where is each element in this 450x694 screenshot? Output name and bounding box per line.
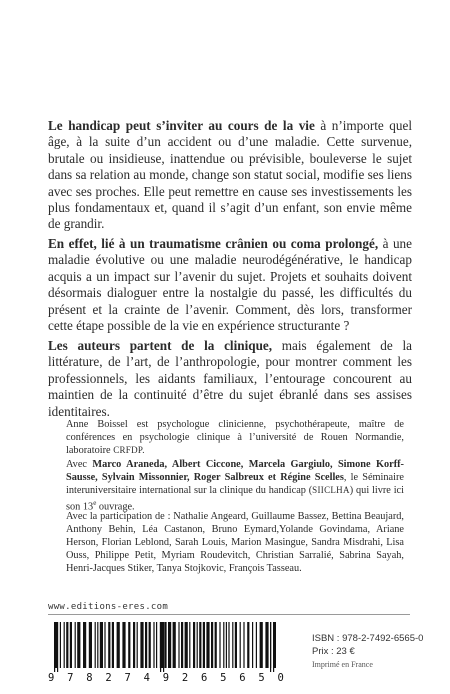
barcode-bar	[223, 622, 224, 668]
blurb-text-3: mais également de la littérature, de l’art, de l’anthropologie, pour montrer comment les professionnels, les aidants familiaux, l’entourage concourent au maintien de la continuité d’être du sujet ébranlé dans ses assises identitaires.	[48, 338, 412, 419]
barcode-bar	[226, 622, 227, 668]
coauthors-text-3: ouvrage.	[96, 501, 135, 513]
publisher-website: www.editions-eres.com	[48, 602, 169, 612]
barcode-bar	[60, 622, 61, 668]
printed-in: Imprimé en France	[312, 660, 373, 669]
lab-acronym: CRFDP.	[113, 445, 145, 455]
coauthors	[66, 458, 404, 513]
barcode-bar	[164, 622, 166, 668]
divider	[48, 614, 410, 615]
barcode-bar	[243, 622, 244, 668]
barcode-bars	[48, 622, 284, 672]
barcode-bar	[75, 622, 76, 668]
barcode-bar	[206, 622, 209, 668]
barcode-bar	[100, 622, 103, 668]
barcode-bar	[83, 622, 86, 668]
barcode-bar	[104, 622, 105, 668]
barcode-bar	[193, 622, 195, 668]
barcode-bar	[133, 622, 135, 668]
barcode-bar	[211, 622, 213, 668]
barcode-bar	[252, 622, 253, 668]
barcode-bar	[89, 622, 92, 668]
barcode-bar	[173, 622, 176, 668]
seminar-acronym: SIICLHA	[312, 485, 350, 495]
barcode-bar	[215, 622, 217, 668]
barcode-bar	[185, 622, 188, 668]
barcode-digit: 0	[277, 672, 284, 684]
barcode-digit: 5	[220, 672, 227, 684]
barcode-guard-bar	[160, 622, 161, 672]
barcode-bar	[219, 622, 220, 668]
author-bio-text: Anne Boissel est psychologue clinicienne, psychothérapeute, maître de conférences en psychologie clinique à l’université de Rouen Normandie, laboratoire	[66, 419, 404, 456]
barcode-digit: 6	[239, 672, 246, 684]
participation-text: Avec la participation de : Nathalie Angeard, Guillaume Bassez, Bettina Beaujard, Anthony Behin, Léa Castanon, Bruno Eymard,Yolande Govindama, Ariane Herson, Florian Leblond, Sarah Louis, Marion Masingue, Sandra Misdrahi, Lisa Ouss, Philippe Petit, Myriam Roudevitch, Christian Sarralié, Sabrina Sayah, Henri-Jacques Stiker, Tanya Stojkovic, François Tasseau.	[66, 511, 404, 574]
barcode-guard-bar	[273, 622, 274, 672]
barcode-bar	[228, 622, 229, 668]
barcode-digit: 8	[86, 672, 93, 684]
participation	[66, 510, 404, 575]
barcode-bar	[260, 622, 263, 668]
coauthors-text-2: ) qui livre ici son 13	[66, 485, 404, 513]
isbn-info	[312, 632, 423, 671]
barcode-bar	[247, 622, 249, 668]
coauthors-intro: Avec	[66, 459, 93, 470]
barcode-digit: 7	[67, 672, 74, 684]
barcode-bar	[95, 622, 96, 668]
coauthors-text-1: , le Séminaire interuniversitaire international sur la clinique du handicap (	[66, 472, 404, 496]
barcode-digit: 2	[181, 672, 189, 684]
barcode-bar	[97, 622, 98, 668]
barcode-bar	[189, 622, 190, 668]
isbn-barcode	[48, 622, 284, 682]
blurb-paragraph-2	[48, 236, 412, 334]
barcode-bar	[181, 622, 183, 668]
barcode-bar	[66, 622, 68, 668]
barcode-bar	[112, 622, 114, 668]
barcode-bar	[265, 622, 268, 668]
barcode-digit: 5	[258, 672, 265, 684]
coauthors-names: Marco Araneda, Albert Ciccone, Marcela Gargiulo, Simone Korff-Sausse, Sylvain Missonnier, Roger Salbreux et Régine Scelles	[66, 459, 404, 483]
barcode-digit: 9	[48, 672, 55, 684]
barcode-bar	[64, 622, 65, 668]
barcode-bar	[122, 622, 125, 668]
barcode-digit: 7	[124, 672, 131, 684]
barcode-guard-bar	[270, 622, 271, 672]
barcode-bar	[140, 622, 143, 668]
blurb-text-1: à n’importe quel âge, à la suite d’un accident ou d’une maladie. Cette survenue, brutale ou insidieuse, inattendue ou prévisible, bouleverse le sujet dans sa relation au monde, change son statut social, modifie ses liens avec ses proches. Elle peut remettre en cause ses investissements les plus fondamentaux et, quand il s’agit d’un enfant, son envie même de grandir.	[48, 118, 412, 232]
barcode-guard-bar	[57, 622, 58, 672]
barcode-bar	[153, 622, 154, 668]
isbn-number: ISBN : 978-2-7492-6565-0	[312, 633, 424, 644]
barcode-bar	[256, 622, 257, 668]
blurb-lead-1: Le handicap peut s’inviter au cours de la vie	[48, 118, 315, 133]
barcode-digit: 9	[162, 672, 170, 684]
blurb-lead-3: Les auteurs partent de la clinique,	[48, 338, 273, 353]
barcode-bar	[156, 622, 157, 668]
barcode-guard-bar	[54, 622, 55, 672]
barcode-bar	[117, 622, 120, 668]
blurb-lead-2: En effet, lié à un traumatisme crânien ou coma prolongé,	[48, 236, 379, 251]
ordinal-suffix: e	[93, 499, 97, 507]
price: Prix : 23 €	[312, 646, 355, 657]
barcode-bar	[178, 622, 179, 668]
barcode-bar	[149, 622, 151, 668]
barcode-bar	[77, 622, 80, 668]
barcode-digit: 4	[143, 672, 150, 684]
blurb-text-2: à une maladie évolutive ou une maladie neurodégénérative, le handicap acquis a un impact sur l’avenir du sujet. Projets et souhaits doivent désormais dialoguer entre la nostalgie du passé, les difficultés du présent et la crainte de l’avenir. Comment, dès lors, transformer cette étape possible de la vie en expérience structurante ?	[48, 236, 412, 334]
barcode-bar	[137, 622, 138, 668]
barcode-digit: 6	[201, 672, 208, 684]
barcode-bar	[197, 622, 198, 668]
barcode-bar	[203, 622, 205, 668]
author-bio	[66, 418, 404, 457]
barcode-bar	[235, 622, 237, 668]
barcode-digits	[48, 672, 284, 684]
blurb-paragraph-3	[48, 338, 412, 420]
barcode-guard-bar	[163, 622, 164, 672]
barcode-bar	[232, 622, 233, 668]
barcode-bar	[108, 622, 110, 668]
barcode-bar	[199, 622, 201, 668]
blurb-paragraph-1	[48, 118, 412, 233]
barcode-bar	[168, 622, 171, 668]
barcode-bar	[128, 622, 130, 668]
barcode-bar	[240, 622, 241, 668]
barcode-digit: 2	[105, 672, 112, 684]
barcode-bar	[70, 622, 72, 668]
barcode-bar	[145, 622, 147, 668]
